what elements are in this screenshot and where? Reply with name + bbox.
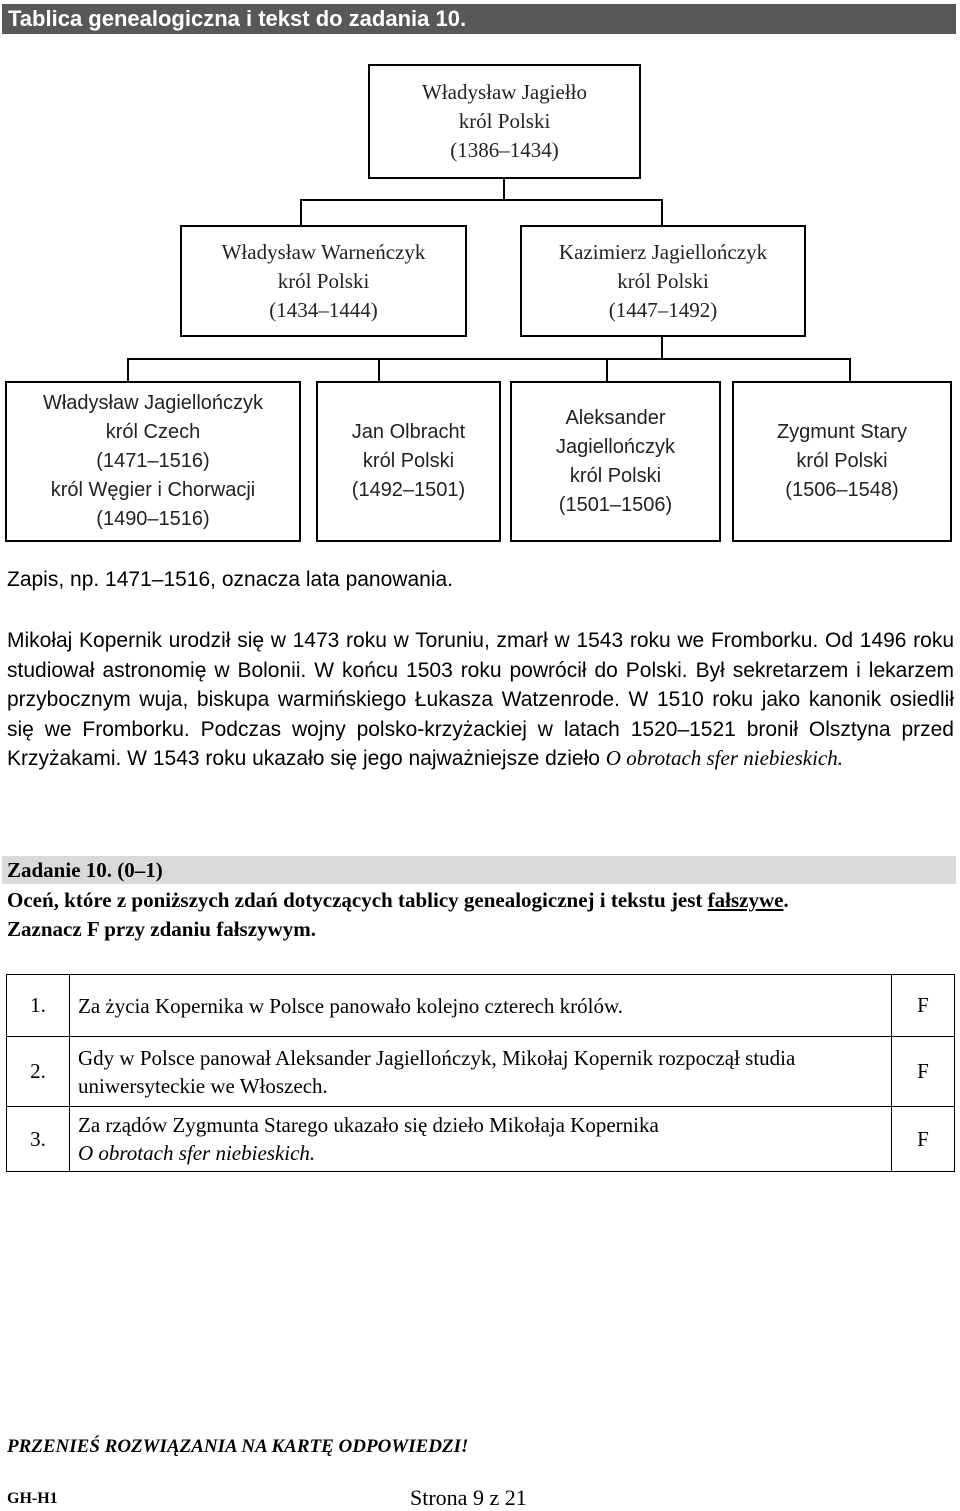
node-title: król Polski <box>277 268 370 293</box>
answers-table <box>6 974 955 1172</box>
task-instruction <box>7 886 957 944</box>
row-text: Za życia Kopernika w Polsce panowało kolejno czterech królów. <box>70 975 892 1037</box>
node-line: król Polski <box>796 450 888 472</box>
paragraph-italic: O obrotach sfer niebieskich. <box>605 746 843 770</box>
node-title: król Polski <box>617 268 709 293</box>
node-line: (1501–1506) <box>558 493 673 516</box>
task-title: Zadanie 10. (0–1) <box>2 856 956 884</box>
instruction-end: . <box>783 888 789 912</box>
tree-node-kazimierz <box>520 225 806 337</box>
node-years: (1386–1434) <box>450 138 559 162</box>
reign-note: Zapis, np. 1471–1516, oznacza lata panowania. <box>7 568 453 591</box>
page-number: Strona 9 z 21 <box>410 1485 527 1510</box>
node-years: (1447–1492) <box>608 297 718 322</box>
node-line: (1490–1516) <box>96 508 210 530</box>
row-text-italic: O obrotach sfer niebieskich. <box>78 1141 316 1165</box>
node-line: król Polski <box>362 450 455 472</box>
row-mark[interactable]: F <box>892 1037 955 1107</box>
node-line: Aleksander <box>565 406 666 429</box>
connector-line <box>378 358 380 382</box>
node-line: Jan Olbracht <box>351 421 466 443</box>
node-name: Władysław Jagiełło <box>421 80 588 104</box>
node-line: Zygmunt Stary <box>776 421 908 443</box>
row-number: 1. <box>7 975 70 1037</box>
exam-code: GH-H1 <box>7 1490 58 1507</box>
tree-node-jagiello <box>368 64 641 179</box>
row-number: 2. <box>7 1037 70 1107</box>
connector-line <box>661 337 663 359</box>
tree-node-jan-olbracht <box>316 381 501 542</box>
connector-line <box>127 358 129 382</box>
node-line: (1471–1516) <box>96 450 210 472</box>
node-line: król Polski <box>569 464 662 487</box>
connector-line <box>849 358 851 382</box>
row-number: 3. <box>7 1107 70 1172</box>
section-header: Tablica genealogiczna i tekst do zadania 10. <box>2 4 956 34</box>
table-row <box>7 975 955 1037</box>
node-line: (1506–1548) <box>785 479 899 501</box>
row-text: Gdy w Polsce panował Aleksander Jagiellończyk, Mikołaj Kopernik rozpoczął studia uniwersyteckie we Włoszech. <box>70 1037 892 1107</box>
row-mark[interactable]: F <box>892 975 955 1037</box>
table-row <box>7 1037 955 1107</box>
node-title: król Polski <box>458 109 551 133</box>
node-line: król Czech <box>105 421 201 443</box>
connector-line <box>127 358 851 360</box>
connector-line <box>300 199 663 201</box>
node-line: Władysław Jagiellończyk <box>42 392 264 414</box>
node-name: Kazimierz Jagiellończyk <box>558 239 768 264</box>
row-text <box>70 1107 892 1172</box>
row-mark[interactable]: F <box>892 1107 955 1172</box>
tree-node-wladyslaw-jagiellonczyk <box>5 381 301 542</box>
tree-node-zygmunt-stary <box>732 381 952 542</box>
row-text-plain: Za rządów Zygmunta Starego ukazało się dzieło Mikołaja Kopernika <box>78 1113 659 1137</box>
table-row <box>7 1107 955 1172</box>
connector-line <box>661 199 663 226</box>
connector-line <box>606 358 608 382</box>
node-line: (1492–1501) <box>351 479 466 501</box>
node-name: Władysław Warneńczyk <box>221 239 426 264</box>
instruction-text: Oceń, które z poniższych zdań dotyczących tablicy genealogicznej i tekstu jest <box>7 888 708 912</box>
instruction-text-2: Zaznacz F przy zdaniu fałszywym. <box>7 917 316 941</box>
instruction-underlined: fałszywe <box>707 888 784 912</box>
node-line: król Węgier i Chorwacji <box>50 479 256 501</box>
paragraph-text: Mikołaj Kopernik urodził się w 1473 roku w Toruniu, zmarł w 1543 roku we Fromborku. Od 1496 roku studiował astronomię w Bolonii. W końcu 1503 roku powrócił do Polski. Był sekretarzem i lekarzem przybocznym wuja, biskupa warmińskiego Łukasza Watzenrode. W 1510 roku jako kanonik osiedlił się we Fromborku. Podczas wojny polsko-krzyżackiej w latach 1520–1521 bronił Olsztyna przed Krzyżakami. W 1543 roku ukazało się jego najważniejsze dzieło <box>7 629 954 770</box>
node-line: Jagiellończyk <box>556 435 675 458</box>
tree-node-aleksander <box>510 381 721 542</box>
connector-line <box>503 178 505 200</box>
node-years: (1434–1444) <box>269 297 378 322</box>
transfer-note: PRZENIEŚ ROZWIĄZANIA NA KARTĘ ODPOWIEDZI! <box>7 1436 469 1457</box>
copernicus-text <box>7 626 954 774</box>
connector-line <box>300 199 302 226</box>
tree-node-warnenczyk <box>180 225 467 337</box>
